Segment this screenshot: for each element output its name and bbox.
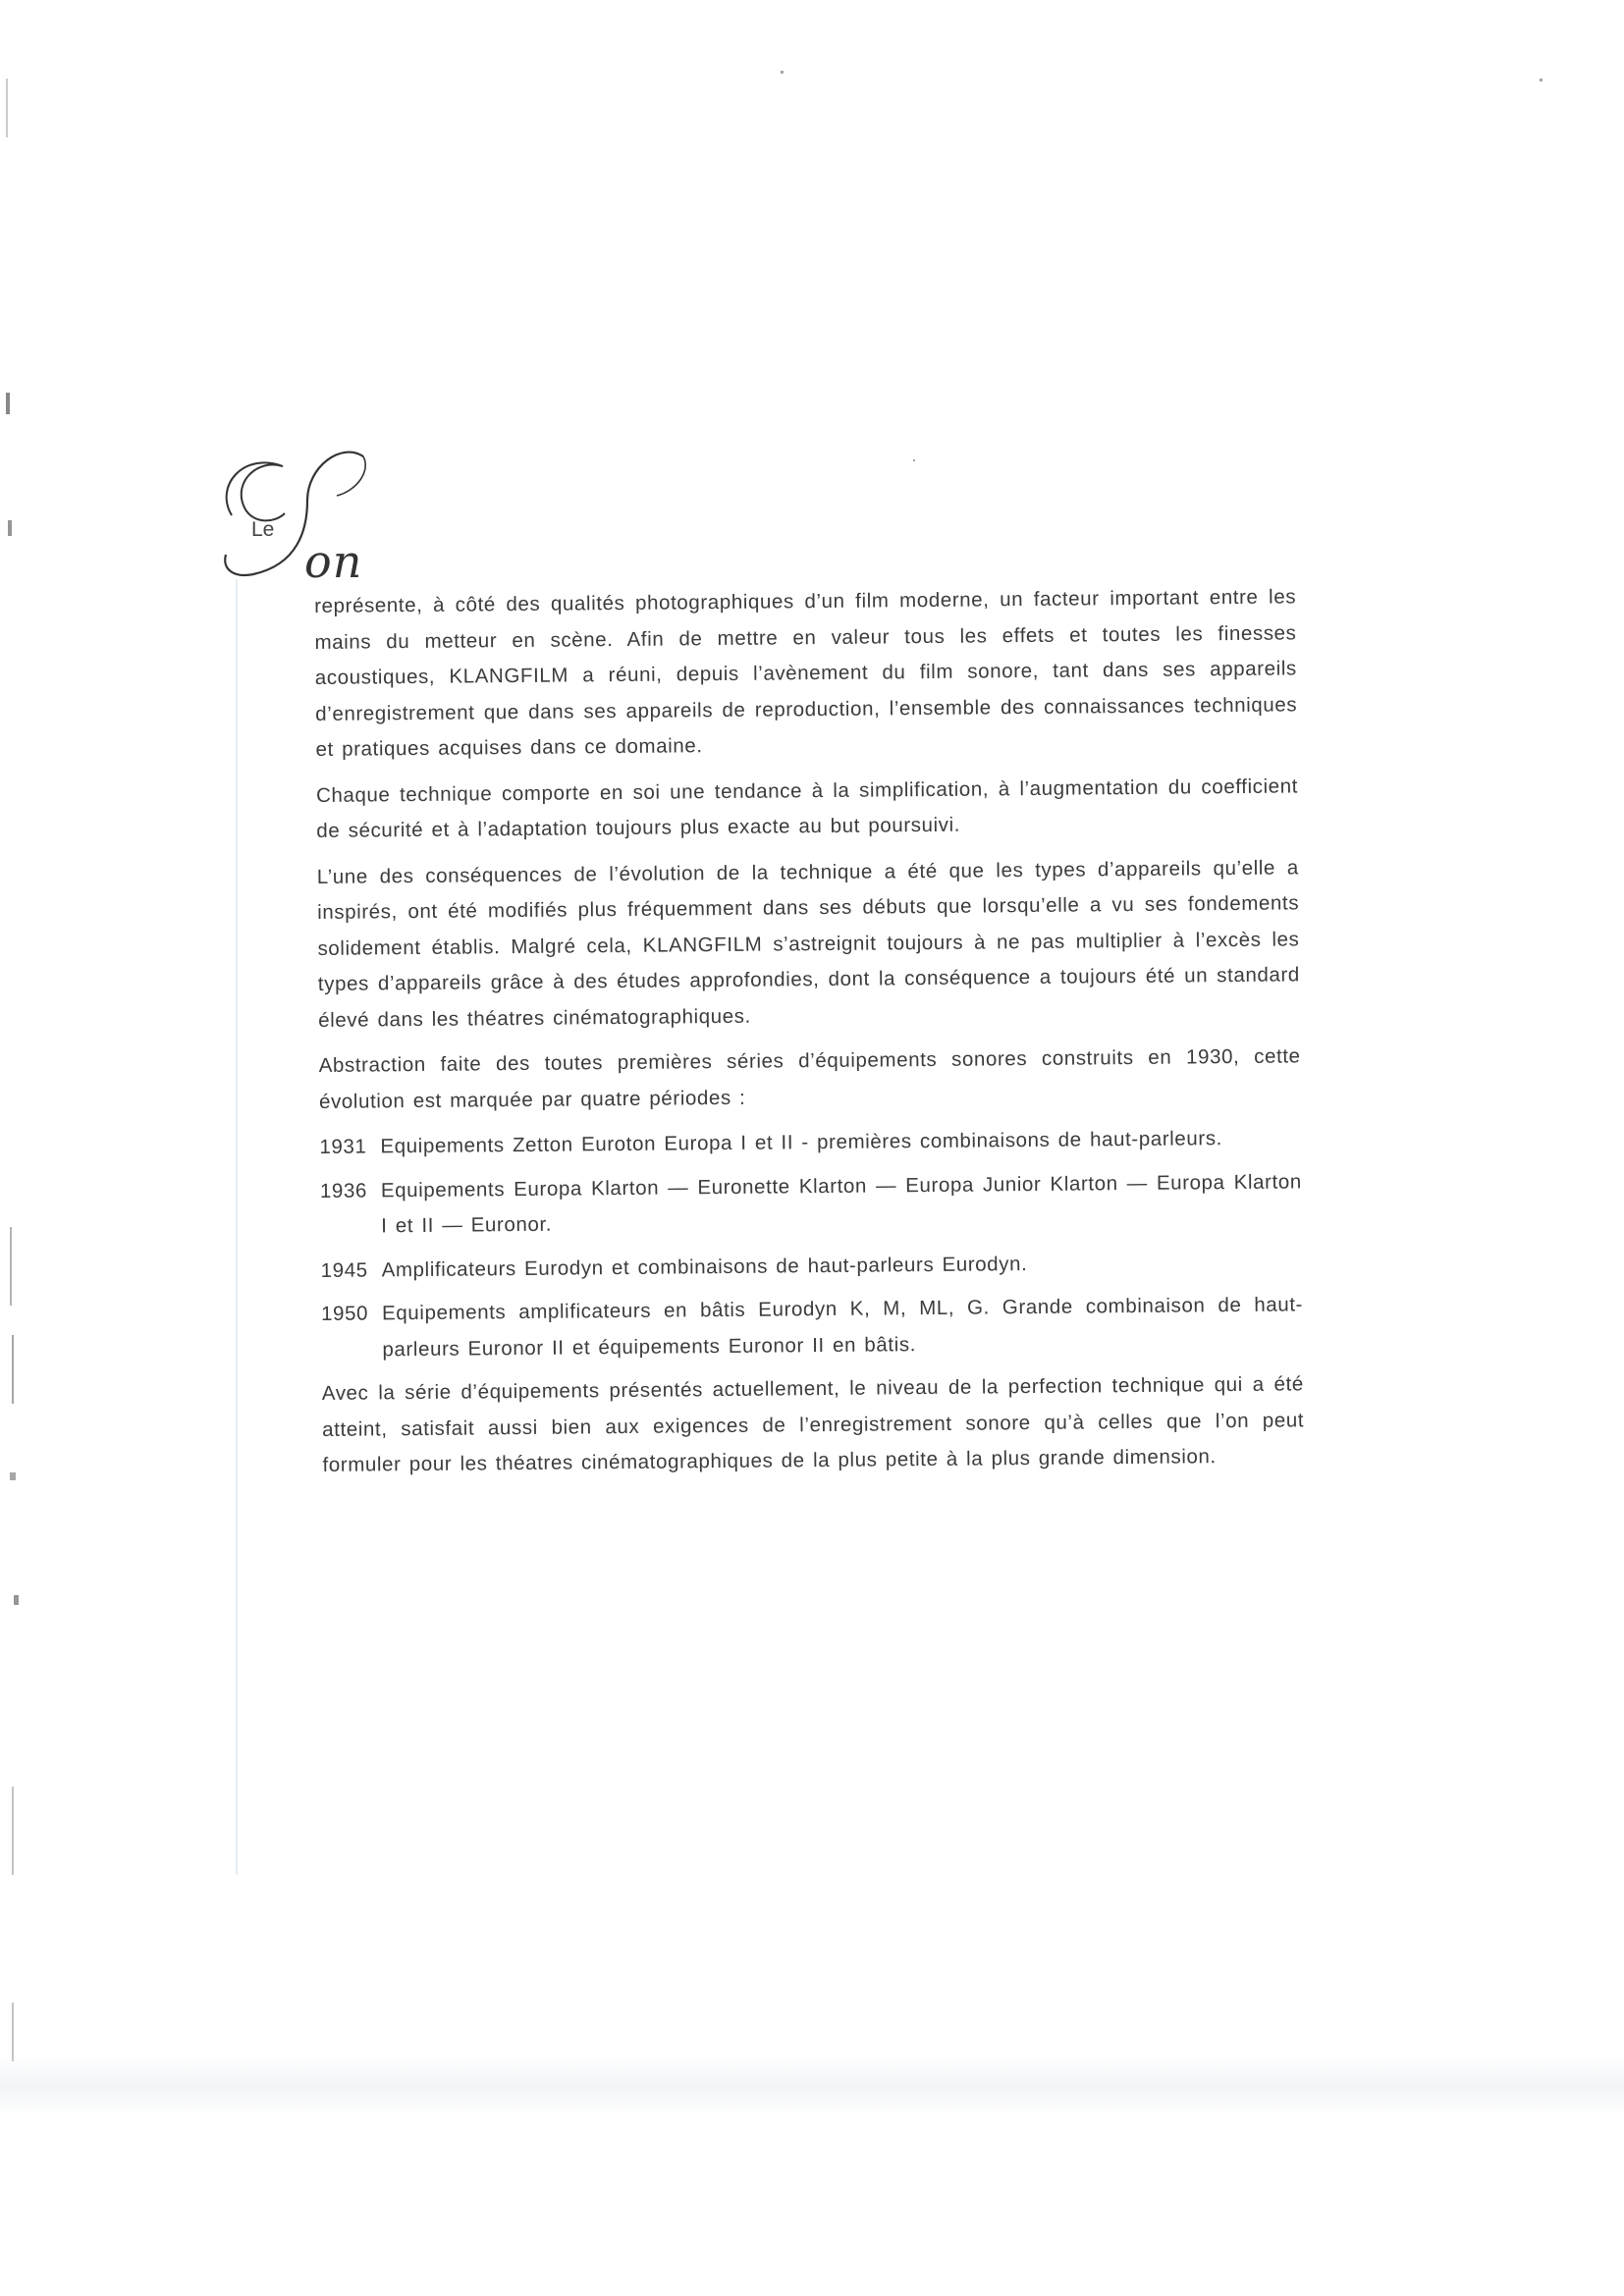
- period-item: [320, 1244, 1302, 1289]
- period-year: 1936: [319, 1179, 368, 1202]
- period-item: [319, 1120, 1301, 1165]
- scan-artifact: [8, 520, 12, 536]
- paragraph-intro: représente, à côté des qualités photographiques d’un film moderne, un facteur important entre les mains du metteur en scène. Afin de mettre en valeur tous les effets et toutes les finesses acoustiques, KLANGFILM a réuni, depuis l’avènement du film sonore, tant dans ses appareils d’enregistrement que dans ses appareils de reproduction, l’ensemble des connaissances techniques et pratiques acquises dans ce domaine.: [314, 585, 1298, 761]
- scan-artifact: [10, 1227, 12, 1306]
- scan-artifact: [6, 79, 8, 137]
- body-text: [314, 579, 1305, 1493]
- period-year: 1945: [320, 1258, 368, 1282]
- paragraph-simplification: Chaque technique comporte en soi une tendance à la simplification, à l’augmentation du coefficient de sécurité et à l’adaptation toujours plus exacte au but poursuivi.: [315, 774, 1299, 842]
- initial-word-rest: on: [304, 535, 363, 588]
- scan-artifact: [781, 71, 784, 74]
- scan-artifact: [1540, 79, 1543, 81]
- period-year: 1931: [319, 1135, 367, 1158]
- scan-artifact: [913, 459, 915, 461]
- paragraph-periods-intro: Abstraction faite des toutes premières séries d’équipements sonores construits en 1930, cette évolution est marquée par quatre périodes :: [318, 1044, 1301, 1113]
- period-text: Equipements Europa Klarton — Euronette Klarton — Europa Junior Klarton — Europa Klarton I et II — Euronor.: [380, 1169, 1302, 1238]
- scan-artifact: [6, 393, 10, 414]
- period-text: Equipements Zetton Euroton Europa I et II - premières combinaisons de haut-parleurs.: [380, 1127, 1223, 1158]
- scan-artifact: [14, 1595, 19, 1605]
- period-item: [320, 1164, 1303, 1246]
- paragraph-evolution: L’une des conséquences de l’évolution de la technique a été que les types d’appareils qu’elle a inspirés, ont été modifiés plus fréquemment dans ses débuts que lorsqu’elle a vu ses fondements solidement établis. Malgré cela, KLANGFILM s’astreignit toujours à ne pas multiplier à l’excès les types d’appareils grâce à des études approfondies, dont la conséquence a toujours été un standard élevé dans les théatres cinématographiques.: [316, 855, 1300, 1032]
- period-text: Amplificateurs Eurodyn et combinaisons de haut-parleurs Eurodyn.: [381, 1252, 1028, 1281]
- paragraph-conclusion: Avec la série d’équipements présentés actuellement, le niveau de la perfection technique qui a été atteint, satisfait aussi bien aux exigences de l’enregistrement sonore qu’à celles que l’on peut formuler pour les théatres cinématographiques de la plus petite à la plus grande dimension.: [321, 1372, 1305, 1476]
- period-text: Equipements amplificateurs en bâtis Eurodyn K, M, ML, G. Grande combinaison de haut-parleurs Euronor II et équipements Euronor II en bâtis.: [381, 1293, 1304, 1361]
- initial-small-word: Le: [251, 518, 275, 541]
- show-through-haze: [0, 2056, 1624, 2115]
- period-item: [321, 1287, 1304, 1368]
- show-through-line: [236, 579, 238, 1875]
- scan-artifact: [12, 1787, 14, 1875]
- scan-artifact: [10, 1472, 16, 1480]
- period-year: 1950: [320, 1302, 369, 1325]
- scan-artifact: [12, 2002, 14, 2061]
- scan-artifact: [12, 1335, 14, 1404]
